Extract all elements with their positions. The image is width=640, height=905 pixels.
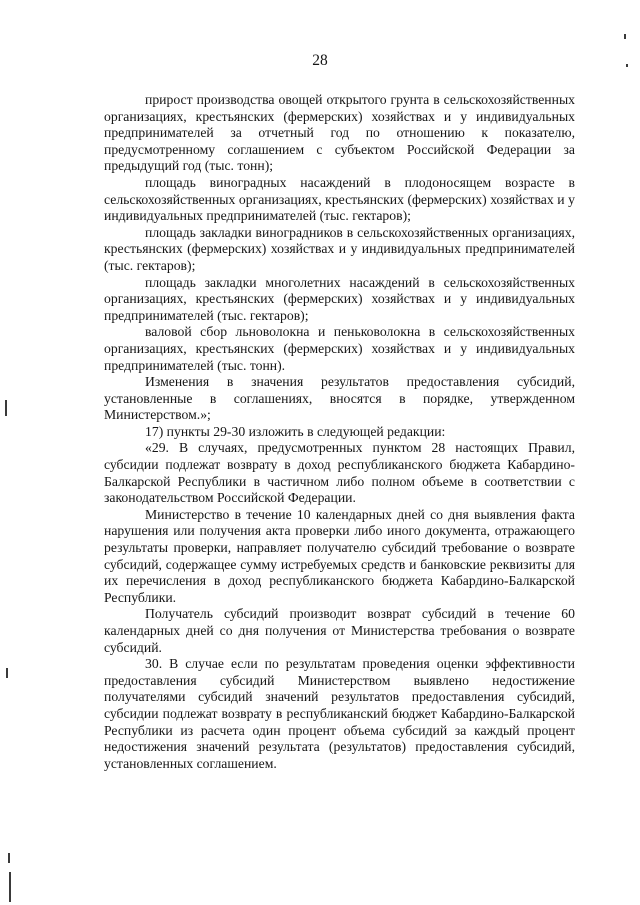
scan-margin-mark bbox=[9, 872, 11, 902]
paragraph-refund-deadline: Получатель субсидий производит возврат субсидий в течение 60 календарных дней со дня получения от Министерства требования о возврате субсидий. bbox=[104, 606, 575, 655]
paragraph-flax-hemp-yield: валовой сбор льноволокна и пеньковолокна в сельскохозяйственных организациях, крестьянских (фермерских) хозяйствах и у индивидуальных предпринимателей (тыс. тонн). bbox=[104, 324, 575, 373]
scan-margin-mark bbox=[626, 64, 628, 67]
paragraph-vegetable-growth: прирост производства овощей открытого грунта в сельскохозяйственных организациях, крестьянских (фермерских) хозяйствах и у индивидуальных предпринимателей за отчетный год по отношению к показателю, предусмотренному соглашением с субъектом Российской Федерации за предыдущий год (тыс. тонн); bbox=[104, 92, 575, 174]
document-body bbox=[104, 92, 575, 772]
paragraph-perennial-planting: площадь закладки многолетних насаждений в сельскохозяйственных организациях, крестьянских (фермерских) хозяйствах и у индивидуальных предпринимателей (тыс. гектаров); bbox=[104, 274, 575, 323]
scan-margin-mark bbox=[624, 34, 626, 39]
paragraph-vineyard-planting: площадь закладки виноградников в сельскохозяйственных организациях, крестьянских (фермерских) хозяйствах и у индивидуальных предпринимателей (тыс. гектаров); bbox=[104, 224, 575, 273]
scan-margin-mark bbox=[8, 853, 10, 863]
paragraph-clause-30: 30. В случае если по результатам проведения оценки эффективности предоставления субсидий Министерством выявлено недостижение получателями субсидий значений результатов предоставления субсидий, субсидии подлежат возврату в республиканский бюджет Кабардино-Балкарской Республики из расчета один процент объема субсидий за каждый процент недостижения значений результата (результатов) предоставления субсидий, установленных соглашением. bbox=[104, 656, 575, 771]
scan-margin-mark bbox=[5, 400, 7, 416]
paragraph-vineyard-area: площадь виноградных насаждений в плодоносящем возрасте в сельскохозяйственных организациях, крестьянских (фермерских) хозяйствах и у индивидуальных предпринимателей (тыс. гектаров); bbox=[104, 174, 575, 224]
paragraph-item-17: 17) пункты 29-30 изложить в следующей редакции: bbox=[145, 423, 446, 439]
scan-margin-mark bbox=[6, 668, 8, 678]
paragraph-ministry-demand: Министерство в течение 10 календарных дней со дня выявления факта нарушения или получения акта проверки либо иного документа, отражающего результаты проверки, направляет получателю субсидий требование о возврате субсидий, содержащее сумму истребуемых средств и банковские реквизиты для их перечисления в доход республиканского бюджета Кабардино-Балкарской Республики. bbox=[104, 506, 575, 605]
page-number: 28 bbox=[312, 52, 328, 69]
paragraph-changes-to-results: Изменения в значения результатов предоставления субсидий, установленные в соглашениях, вносятся в порядке, утвержденном Министерством.»; bbox=[104, 374, 575, 423]
paragraph-clause-29: «29. В случаях, предусмотренных пунктом 28 настоящих Правил, субсидии подлежат возврату в доход республиканского бюджета Кабардино-Балкарской Республики в частичном либо полном объеме в соответствии с законодательством Российской Федерации. bbox=[104, 440, 575, 506]
